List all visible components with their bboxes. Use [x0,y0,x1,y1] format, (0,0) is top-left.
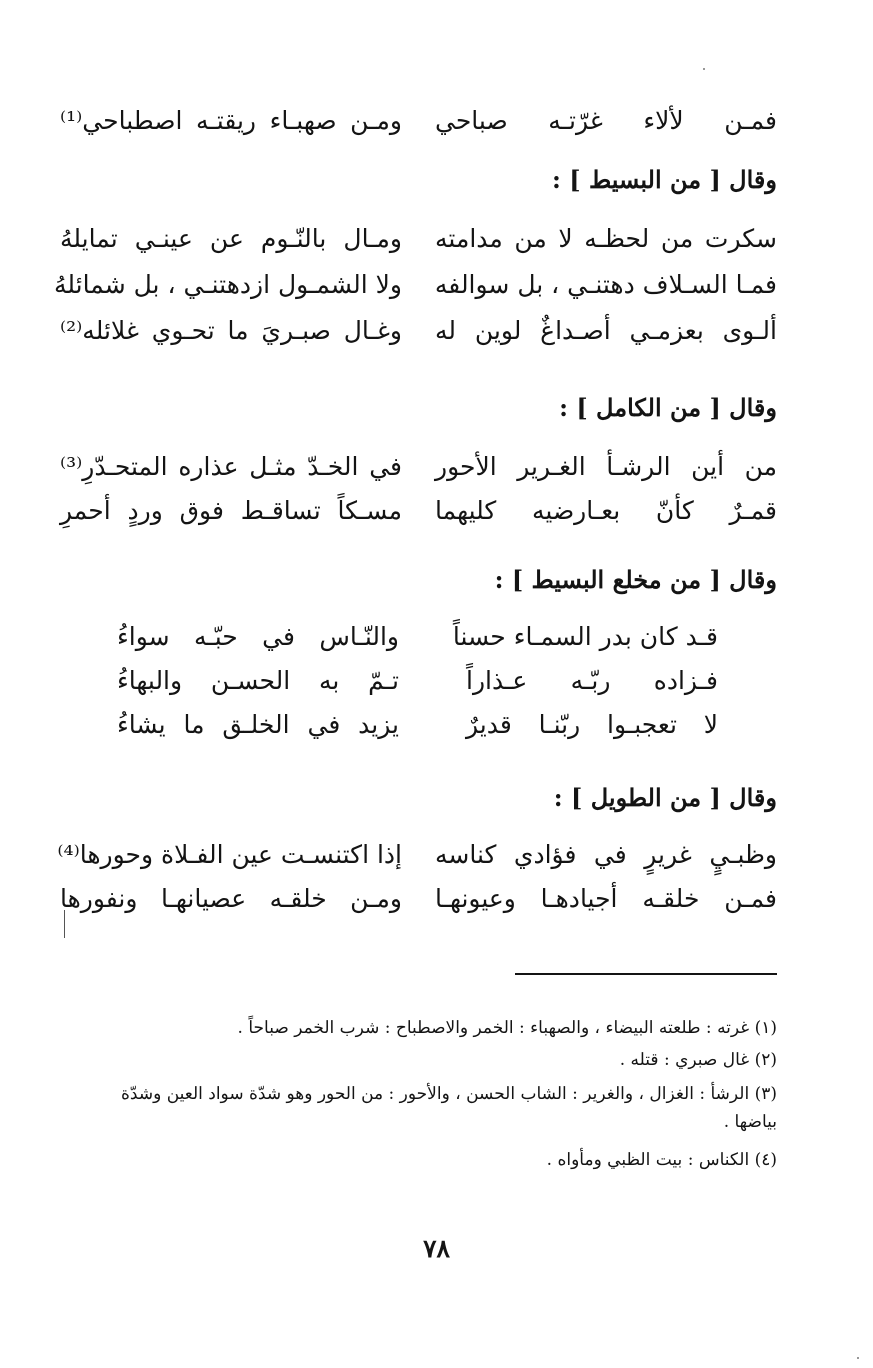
verse-first-hemistich: سكرت من لحظـه لا من مدامته [435,224,777,253]
meter-heading: وقال [ من الكامل ] : [559,393,777,422]
verse-second-hemistich: والنّـاس في حبّـه سواءُ [117,622,399,651]
verse-second-hemistich: وغـال صبـريَ ما تحـوي غلائله⁽²⁾ [60,316,402,345]
footnote: (٤) الكناس : بيت الظبي ومأواه . [546,1150,777,1170]
verse-first-hemistich: قمـرٌ كأنّ بعـارضيه كليهما [435,496,777,525]
verse-first-hemistich: ألـوى بعزمـي أصـداغٌ لوين له [435,316,777,345]
verse-first-hemistich: فمـن خلقـه أجيادهـا وعيونهـا [435,884,777,913]
verse-second-hemistich: في الخـدّ مثـل عذاره المتحـدّرِ⁽³⁾ [60,452,402,481]
footnote: (١) غرته : طلعته البيضاء ، والصهباء : الخمر والاصطباح : شرب الخمر صباحاً . [237,1018,777,1038]
meter-heading: وقال [ من مخلع البسيط ] : [494,565,777,594]
verse-second-hemistich: ومـن صهبـاء ريقتـه اصطباحي⁽¹⁾ [60,106,402,135]
footnote: (٢) غال صبري : قتله . [619,1050,777,1070]
meter-heading: وقال [ من الطويل ] : [553,783,777,812]
meter-heading: وقال [ من البسيط ] : [552,165,777,194]
verse-second-hemistich: إذا اكتنسـت عين الفـلاة وحورها⁽⁴⁾ [57,840,402,869]
verse-first-hemistich: من أين الرشـأ الغـرير الأحور [435,452,777,481]
verse-first-hemistich: وظبـيٍ غريرٍ في فؤادي كناسه [435,840,777,869]
verse-first-hemistich: فمـن لألاء غرّتـه صباحي [435,106,777,135]
page-number: ٧٨ [423,1234,450,1263]
paper-speck [857,1357,859,1359]
verse-first-hemistich: لا تعجبـوا ربّنـا قديرٌ [466,710,718,739]
paper-speck [703,68,705,70]
verse-second-hemistich: ومـن خلقـه عصيانهـا ونفورها [60,884,402,913]
verse-first-hemistich: فـزاده ربّـه عـذاراً [466,666,718,695]
margin-mark [64,910,65,938]
verse-second-hemistich: ولا الشمـول ازدهتنـي ، بل شمائلهُ [54,270,402,299]
verse-first-hemistich: قـد كان بدر السمـاء حسناً [452,622,718,651]
verse-second-hemistich: تـمّ به الحسـن والبهاءُ [117,666,399,695]
verse-first-hemistich: فمـا السـلاف دهتنـي ، بل سوالفه [434,270,777,299]
verse-second-hemistich: ومـال بالنّـوم عن عينـي تمايلهُ [60,224,402,253]
footnote-separator [515,973,777,975]
footnote: (٣) الرشأ : الغزال ، والغرير : الشاب الحسن ، والأحور : من الحور وهو شدّة سواد العين وشدّة بياضها . [121,1084,777,1132]
verse-second-hemistich: مسـكاً تساقـط فوق وردٍ أحمرِ [60,496,402,525]
verse-second-hemistich: يزيد في الخلـق ما يشاءُ [117,710,399,739]
